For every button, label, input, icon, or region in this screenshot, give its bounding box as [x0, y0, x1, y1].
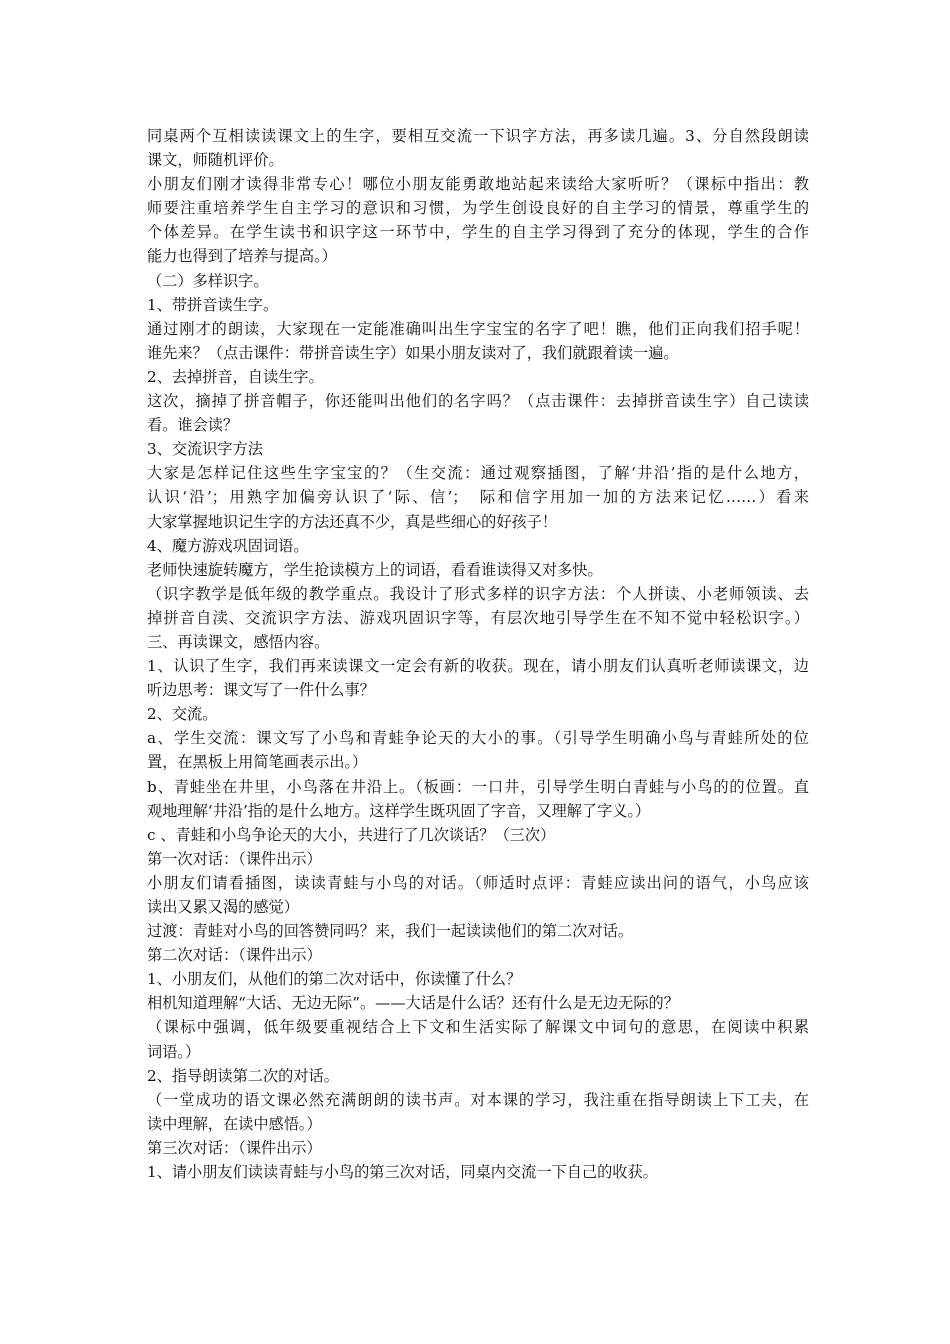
text-line: 词语。） — [147, 1042, 201, 1061]
text-line: 1、请小朋友们读读青蛙与小鸟的第三次对话，同桌内交流一下自己的收获。 — [147, 1163, 658, 1182]
text-line: （识字教学是低年级的教学重点。我设计了形式多样的识字方法：个人拼读、小老师领读、去 — [147, 584, 809, 603]
text-line: 2、去掉拼音，自读生字。 — [147, 367, 324, 386]
text-line: 能力也得到了培养与提高。） — [147, 247, 337, 266]
text-line: 老师快速旋转魔方，学生抢读模方上的词语，看看谁读得又对多快。 — [147, 560, 603, 579]
text-line: 认识‘沿’；用熟字加偏旁认识了‘际、信’； 际和信字用加一加的方法来记忆……）看来 — [147, 488, 809, 507]
text-line: （二）多样识字。 — [147, 271, 269, 290]
text-line: 谁先来？（点击课件：带拼音读生字）如果小朋友读对了，我们就跟着读一遍。 — [147, 343, 679, 362]
text-line: a、学生交流：课文写了小鸟和青蛙争论天的大小的事。（引导学生明确小鸟与青蛙所处的位 — [147, 729, 809, 748]
text-line: 第一次对话：（课件出示） — [147, 849, 322, 868]
text-line: b、青蛙坐在井里，小鸟落在井沿上。（板画：一口井，引导学生明白青蛙与小鸟的的位置。直 — [147, 777, 809, 796]
text-line: 2、交流。 — [147, 705, 218, 724]
text-line: 掉拼音自渎、交流识字方法、游戏巩固识字等，有层次地引导学生在不知不觉中轻松识字。） — [147, 608, 809, 627]
text-line: 置，在黑板上用简笔画表示出。） — [147, 753, 368, 772]
text-line: 读中理解，在读中感悟。） — [147, 1114, 322, 1133]
text-line: 读出又累又渴的感觉） — [147, 898, 299, 916]
text-line: 小朋友们刚才读得非常专心！哪位小朋友能勇敢地站起来读给大家听听？（课标中指出：教 — [147, 175, 809, 194]
text-line: 相机知道理解“大话、无边无际”。——大话是什么话？还有什么是无边无际的？ — [147, 994, 679, 1013]
text-line: 2、指导朗读第二次的对话。 — [147, 1066, 339, 1085]
text-line: 同桌两个互相读读课文上的生字，要相互交流一下识字方法，再多读几遍。3、分自然段朗读 — [147, 127, 809, 145]
text-line: 通过刚才的朗读，大家现在一定能准确叫出生字宝宝的名字了吧！瞧，他们正向我们招手呢！ — [147, 319, 809, 338]
text-line: 小朋友们请看插图，读读青蛙与小鸟的对话。（师适时点评：青蛙应读出问的语气，小鸟应该 — [147, 873, 809, 892]
text-line: 3、交流识字方法 — [147, 440, 263, 459]
text-line: 1、小朋友们，从他们的第二次对话中，你读懂了什么？ — [147, 970, 522, 989]
text-line: 看。谁会读？ — [147, 416, 239, 435]
text-line: （课标中强调，低年级要重视结合上下文和生活实际了解课文中词句的意思，在阅读中积累 — [147, 1018, 809, 1037]
text-line: 个体差异。在学生读书和识字这一环节中，学生的自主学习得到了充分的体现，学生的合作 — [147, 223, 809, 242]
text-line: 4、魔方游戏巩固词语。 — [147, 536, 309, 555]
text-line: 1、带拼音读生字。 — [147, 295, 279, 314]
text-line: 过渡：青蛙对小鸟的回答赞同吗？来，我们一起读读他们的第二次对话。 — [147, 922, 633, 941]
text-line: c 、青蛙和小鸟争论天的大小，共进行了几次谈话？（三次） — [147, 825, 556, 844]
document-body — [147, 124, 809, 1184]
text-line: 第三次对话：（课件出示） — [147, 1138, 322, 1157]
text-line: 大家是怎样记住这些生字宝宝的？（生交流：通过观察插图，了解‘井沿’指的是什么地方， — [147, 464, 809, 483]
text-line: 第二次对话：（课件出示） — [147, 946, 322, 965]
text-line: 大家掌握地识记生字的方法还真不少，真是些细心的好孩子！ — [147, 512, 558, 531]
text-line: 三、再读课文，感悟内容。 — [147, 632, 330, 651]
text-line: 课文，师随机评价。 — [147, 151, 284, 170]
text-line: 1、认识了生字，我们再来读课文一定会有新的收获。现在，请小朋友们认真听老师读课文，边 — [147, 657, 809, 676]
text-line: 这次，摘掉了拼音帽子，你还能叫出他们的名字吗？（点击课件：去掉拼音读生字）自己读读 — [147, 392, 809, 411]
text-line: 师要注重培养学生自主学习的意识和习惯，为学生创设良好的自主学习的情景，尊重学生的 — [147, 199, 809, 218]
text-line: 听边思考：课文写了一件什么事？ — [147, 681, 375, 700]
text-line: （一堂成功的语文课必然充满朗朗的读书声。对本课的学习，我注重在指导朗读上下工夫，在 — [147, 1090, 809, 1109]
text-line: 观地理解‘井沿’指的是什么地方。这样学生既巩固了字音，又理解了字义。） — [147, 801, 651, 820]
